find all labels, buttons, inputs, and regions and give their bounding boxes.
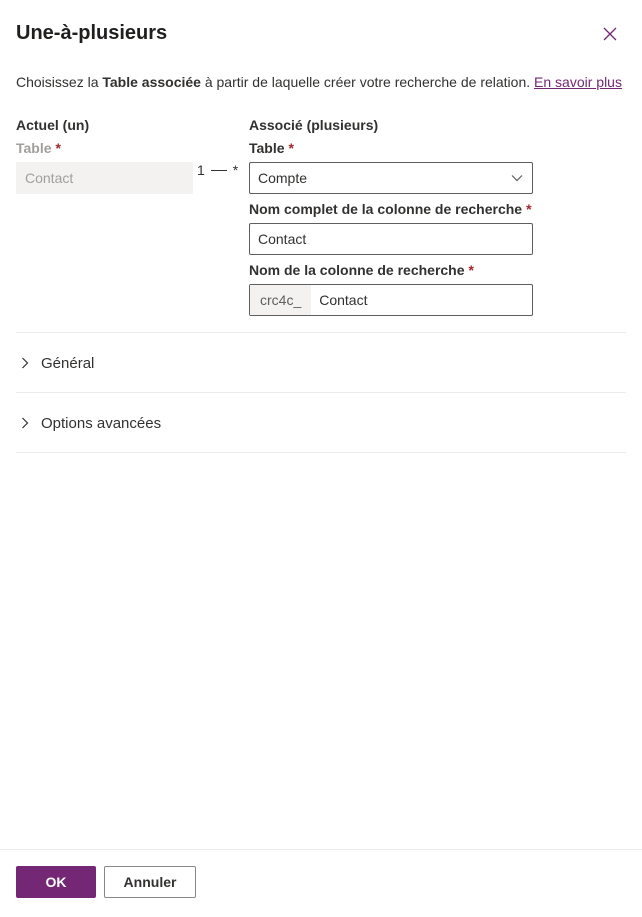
chevron-right-icon: [18, 356, 32, 370]
column-prefix: crc4c_: [250, 285, 311, 315]
cardinality-indicator: [197, 162, 238, 178]
display-name-label-text: Nom complet de la colonne de recherche: [249, 201, 523, 217]
required-mark: *: [288, 140, 294, 156]
display-name-value: Contact: [258, 231, 307, 247]
column-name-value: Contact: [319, 292, 368, 308]
dialog-title: Une-à-plusieurs: [16, 22, 168, 44]
ok-button[interactable]: OK: [16, 866, 96, 898]
section-general[interactable]: [16, 332, 626, 393]
current-table-label: [16, 140, 61, 156]
current-heading: Actuel (un): [16, 117, 90, 133]
learn-more-link[interactable]: En savoir plus: [534, 74, 622, 90]
description-suffix: à partir de laquelle créer votre recherche de relation.: [200, 74, 535, 90]
current-table-field: [16, 162, 193, 194]
description-bold: Table associée: [102, 74, 201, 90]
related-table-dropdown[interactable]: [249, 162, 533, 194]
display-name-input[interactable]: [249, 223, 533, 255]
dialog-header: [16, 20, 626, 48]
current-table-label-text: Table: [16, 140, 52, 156]
required-mark: *: [55, 140, 61, 156]
column-name-input[interactable]: [249, 284, 533, 316]
required-mark: *: [526, 201, 532, 217]
cardinality-many: *: [232, 162, 239, 178]
related-table-label: [249, 140, 294, 156]
chevron-down-icon: [510, 171, 524, 185]
column-name-label: [249, 262, 474, 278]
footer-divider: [0, 849, 642, 850]
section-divider: [16, 452, 626, 453]
required-mark: *: [468, 262, 474, 278]
display-name-label: [249, 201, 532, 217]
section-advanced-label: Options avancées: [41, 414, 162, 432]
cardinality-one: 1: [197, 162, 205, 178]
close-icon: [603, 27, 617, 41]
section-general-label: Général: [41, 354, 95, 372]
column-name-label-text: Nom de la colonne de recherche: [249, 262, 465, 278]
related-heading: Associé (plusieurs): [249, 117, 379, 133]
description-prefix: Choisissez la: [16, 74, 103, 90]
dialog-description: [16, 72, 626, 92]
cardinality-dash: [211, 170, 227, 171]
current-table-value: Contact: [25, 170, 74, 186]
cancel-button[interactable]: Annuler: [104, 866, 196, 898]
related-table-label-text: Table: [249, 140, 285, 156]
chevron-right-icon: [18, 416, 32, 430]
related-table-value: Compte: [258, 170, 308, 186]
close-button[interactable]: [600, 24, 620, 44]
section-advanced-options[interactable]: [16, 392, 626, 453]
